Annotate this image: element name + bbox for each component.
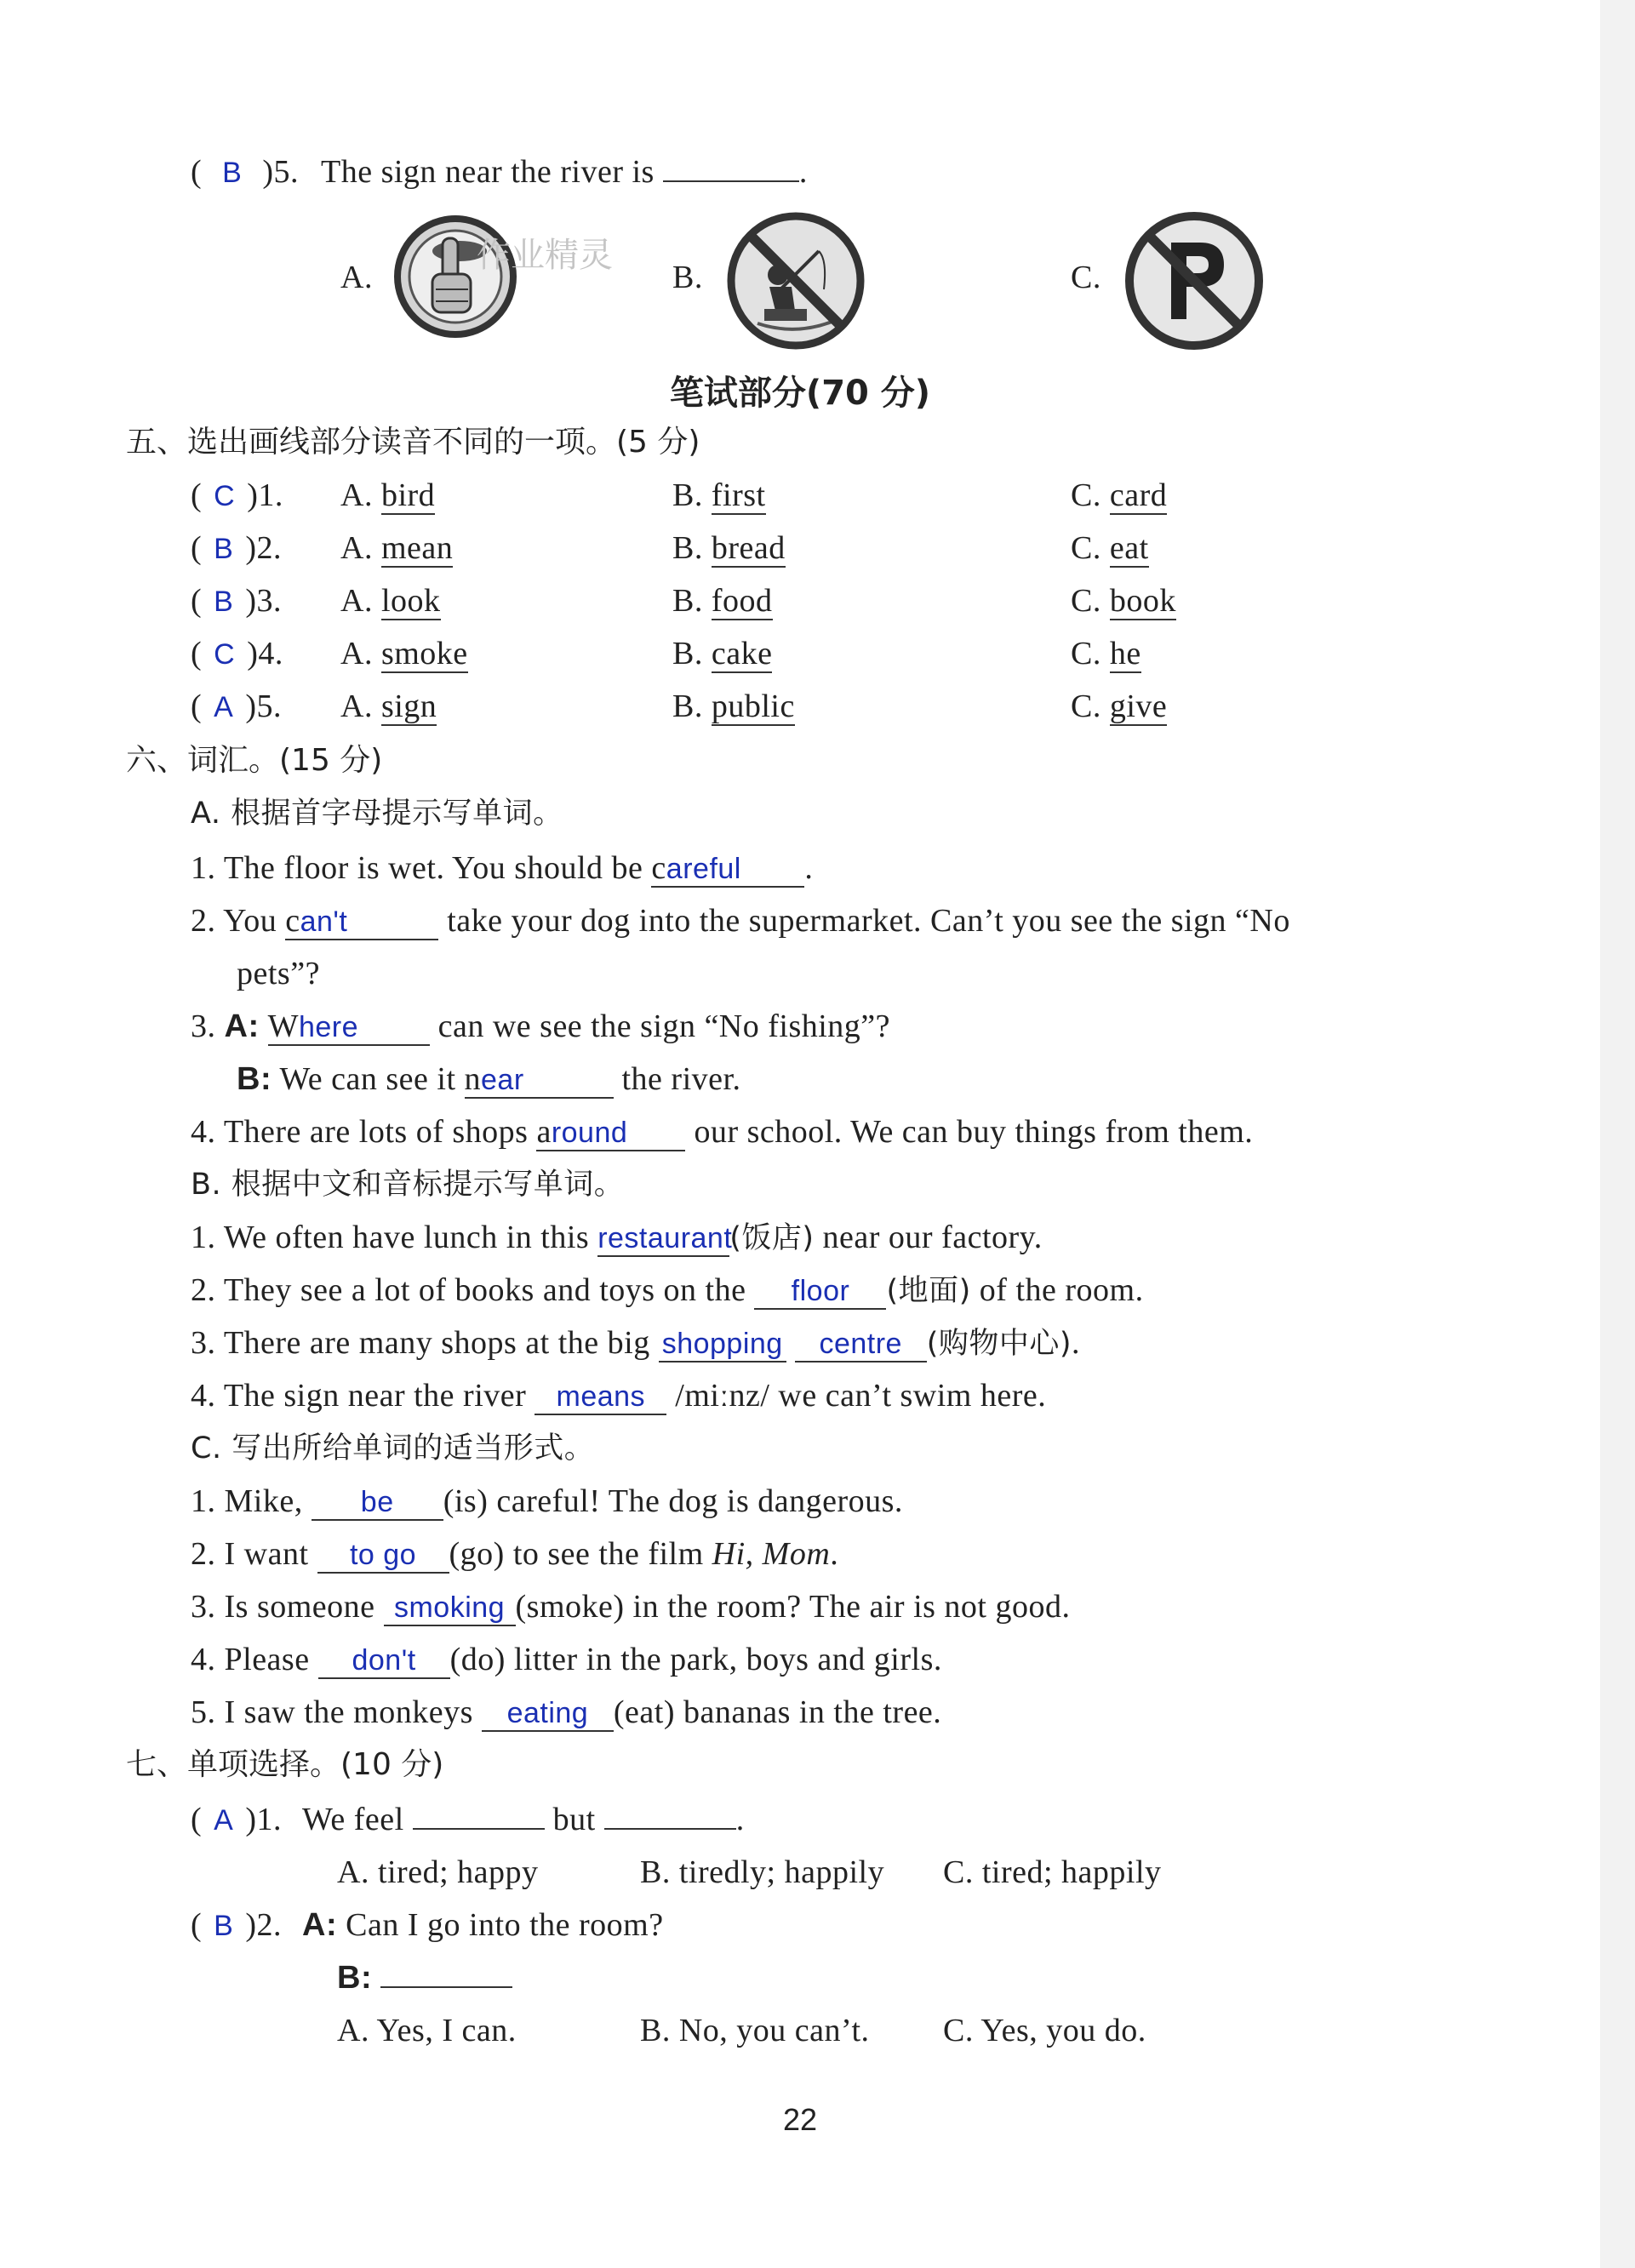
- text: (do) litter in the park, boys and girls.: [449, 1642, 942, 1677]
- text: 3. Is someone: [191, 1589, 384, 1625]
- sec6-c5: [191, 1690, 941, 1734]
- text: 5. I saw the monkeys: [191, 1694, 482, 1730]
- sec7-q2-b: [337, 1956, 512, 2000]
- chinese-hint: (购物中心): [926, 1327, 1072, 1361]
- option-letter: A.: [340, 477, 373, 513]
- answer: B: [214, 586, 234, 618]
- film-title: Hi, Mom: [712, 1536, 831, 1572]
- text: of the room.: [970, 1272, 1144, 1308]
- text: 1. The floor is wet. You should be: [191, 850, 652, 886]
- blank: [268, 1009, 430, 1046]
- option-letter: A.: [340, 583, 373, 619]
- option-letter: A.: [340, 636, 373, 671]
- option-b-label: B.: [672, 260, 703, 295]
- hint-letter: c: [651, 850, 666, 886]
- answer-2: centre: [795, 1327, 927, 1363]
- text: 1. Mike,: [191, 1483, 312, 1519]
- q-number: )5.: [245, 688, 282, 724]
- answer: floor: [754, 1274, 886, 1310]
- option-b: [672, 684, 795, 728]
- q-number: )1.: [247, 477, 283, 513]
- option-letter: B.: [672, 583, 703, 619]
- text: 3. There are many shops at the big: [191, 1325, 659, 1361]
- sec7-q2: [191, 1903, 664, 1948]
- sec6-c3: [191, 1585, 1070, 1629]
- answer: C: [214, 480, 236, 512]
- answer: to go: [317, 1538, 449, 1574]
- answer: means: [535, 1380, 666, 1415]
- paren: (: [191, 1802, 203, 1837]
- answer: B: [214, 533, 234, 565]
- answer: B: [214, 1910, 234, 1942]
- option-word: bird: [380, 477, 436, 513]
- option-a-label: A.: [340, 260, 373, 295]
- hint-letter: a: [536, 1114, 552, 1150]
- option-word: card: [1109, 477, 1168, 513]
- chinese-hint: (饭店): [729, 1221, 815, 1255]
- text: can we see the sign “No fishing”?: [429, 1008, 891, 1044]
- period: .: [735, 1802, 745, 1837]
- text: (go) to see the film: [449, 1536, 712, 1572]
- option-a: [340, 631, 468, 676]
- blank: [465, 1062, 614, 1099]
- no-parking-icon: [1122, 209, 1266, 353]
- sec7-heading: 七、单项选择。(10 分): [126, 1747, 444, 1782]
- sec6-c4: [191, 1637, 942, 1682]
- text: Can I go into the room?: [346, 1907, 664, 1943]
- blank: [651, 851, 804, 888]
- option-a: [340, 684, 437, 728]
- blank: [380, 1986, 512, 1988]
- option-c: [1071, 579, 1176, 623]
- option-word: give: [1109, 688, 1168, 724]
- option-word: eat: [1109, 530, 1149, 566]
- paren: (: [191, 636, 203, 671]
- hint-letter: c: [285, 903, 300, 939]
- sec6-partA: A. 根据首字母提示写单词。: [191, 797, 563, 831]
- hint-letter: n: [464, 1061, 481, 1097]
- sec6-a3-b: [237, 1057, 741, 1101]
- speaker-a: A:: [302, 1907, 338, 1943]
- paren: (: [191, 688, 203, 724]
- text: 1. We often have lunch in this: [191, 1220, 598, 1255]
- text: (eat) bananas in the tree.: [613, 1694, 942, 1730]
- sec6-b4: [191, 1374, 1046, 1418]
- text: 4. There are lots of shops: [191, 1114, 537, 1150]
- option-word: mean: [380, 530, 454, 566]
- page-edge: [1600, 0, 1635, 2268]
- sec7-q2-opt-b: B. No, you can’t.: [640, 2013, 870, 2048]
- sec7-q1-opt-b: B. tiredly; happily: [640, 1854, 885, 1890]
- option-word: book: [1109, 583, 1176, 619]
- text: 4. The sign near the river: [191, 1378, 535, 1414]
- sec5-item: [191, 579, 1176, 624]
- sec5-item: [191, 473, 1168, 518]
- option-word: food: [711, 583, 773, 619]
- blank: [413, 1828, 545, 1830]
- text: but: [544, 1802, 604, 1837]
- option-letter: B.: [672, 636, 703, 671]
- paren: (: [191, 477, 203, 513]
- option-c-label: C.: [1071, 260, 1101, 295]
- text: 2. They see a lot of books and toys on the: [191, 1272, 755, 1308]
- sec6-partC: C. 写出所给单词的适当形式。: [191, 1431, 595, 1465]
- q-number: )1.: [245, 1802, 282, 1837]
- sec7-q1-opt-a: A. tired; happy: [337, 1854, 539, 1890]
- text: our school. We can buy things from them.: [685, 1114, 1254, 1150]
- option-letter: B.: [672, 530, 703, 566]
- answer: be: [312, 1485, 443, 1521]
- text: 2. You: [191, 903, 286, 939]
- text: .: [804, 850, 814, 886]
- written-section-title: 笔试部分(70 分): [669, 374, 931, 413]
- period: .: [830, 1536, 839, 1572]
- option-word: bread: [711, 530, 786, 566]
- option-c: [1071, 684, 1167, 728]
- speaker-b: B:: [237, 1061, 272, 1097]
- listen-q5: [191, 150, 808, 195]
- answer-1: shopping: [659, 1327, 786, 1363]
- q-text: The sign near the river is: [321, 154, 655, 190]
- option-word: cake: [711, 636, 773, 671]
- no-fishing-icon: [723, 209, 868, 353]
- q-number: )5.: [262, 154, 299, 190]
- sec5-item: [191, 631, 1141, 677]
- answer: an't: [300, 905, 348, 938]
- option-b: [672, 526, 786, 570]
- option-letter: C.: [1071, 583, 1101, 619]
- answer: ear: [481, 1064, 524, 1096]
- watermark: 作业精灵: [477, 236, 613, 275]
- text: (is) careful! The dog is dangerous.: [443, 1483, 903, 1519]
- option-a: [340, 526, 453, 570]
- sec6-a4: [191, 1110, 1253, 1154]
- option-b: [672, 473, 766, 517]
- q-number: )3.: [245, 583, 282, 619]
- period: .: [798, 154, 808, 190]
- option-c: [1071, 473, 1167, 517]
- blank: [604, 1828, 736, 1830]
- blank: [663, 180, 799, 182]
- sec6-heading: 六、词汇。(15 分): [126, 743, 383, 778]
- sec6-a1: [191, 846, 813, 890]
- chinese-hint: (地面): [886, 1274, 971, 1308]
- sec6-partB: B. 根据中文和音标提示写单词。: [191, 1168, 625, 1202]
- option-letter: C.: [1071, 530, 1101, 566]
- option-a: [340, 579, 441, 623]
- option-letter: C.: [1071, 688, 1101, 724]
- sec6-b2: [191, 1268, 1144, 1313]
- answer: A: [214, 691, 234, 723]
- q-number: )2.: [245, 530, 282, 566]
- answer: eating: [482, 1696, 614, 1732]
- sec6-a2: [191, 899, 1290, 943]
- text: the river.: [613, 1061, 741, 1097]
- blank: [536, 1115, 685, 1151]
- answer: B: [222, 157, 243, 189]
- text: near our factory.: [814, 1220, 1043, 1255]
- option-word: he: [1109, 636, 1141, 671]
- sec5-heading: 五、选出画线部分读音不同的一项。(5 分): [126, 425, 700, 460]
- sec7-q2-opt-a: A. Yes, I can.: [337, 2013, 517, 2048]
- text: .: [1072, 1325, 1081, 1361]
- option-word: smoke: [380, 636, 468, 671]
- paren: (: [191, 583, 203, 619]
- text: 3.: [191, 1008, 225, 1044]
- sec7-q1: [191, 1797, 745, 1842]
- answer: areful: [666, 853, 741, 885]
- option-b: [672, 579, 773, 623]
- text: /miːnz/ we can’t swim here.: [666, 1378, 1047, 1414]
- hint-letter: W: [267, 1008, 299, 1044]
- blank: [285, 904, 438, 940]
- option-letter: B.: [672, 477, 703, 513]
- option-letter: B.: [672, 688, 703, 724]
- paren: (: [191, 530, 203, 566]
- q-number: )4.: [247, 636, 283, 671]
- answer: A: [214, 1804, 234, 1837]
- sec5-item: [191, 684, 1168, 729]
- option-letter: C.: [1071, 477, 1101, 513]
- option-letter: A.: [340, 688, 373, 724]
- sec6-a3: [191, 1004, 890, 1048]
- paren: (: [191, 1907, 203, 1943]
- text: take your dog into the supermarket. Can’t you see the sign “No: [438, 903, 1290, 939]
- speaker-b: B:: [337, 1960, 373, 1996]
- sec6-b3: [191, 1321, 1080, 1366]
- text: We can see it: [279, 1061, 465, 1097]
- text: (smoke) in the room? The air is not good.: [515, 1589, 1071, 1625]
- sec7-q1-opt-c: C. tired; happily: [943, 1854, 1162, 1890]
- answer: C: [214, 638, 236, 671]
- answer: here: [298, 1011, 359, 1043]
- option-letter: A.: [340, 530, 373, 566]
- text: We feel: [302, 1802, 413, 1837]
- option-word: first: [711, 477, 766, 513]
- text: 2. I want: [191, 1536, 317, 1572]
- answer: restaurant: [597, 1221, 729, 1257]
- option-c: [1071, 631, 1141, 676]
- sec5-item: [191, 526, 1149, 571]
- sec7-q2-opt-c: C. Yes, you do.: [943, 2013, 1146, 2048]
- option-word: look: [380, 583, 441, 619]
- answer: round: [551, 1117, 628, 1149]
- speaker-a: A:: [224, 1008, 260, 1044]
- text: 4. Please: [191, 1642, 318, 1677]
- sec6-c2: [191, 1532, 838, 1576]
- option-a: [340, 473, 435, 517]
- paren: (: [191, 154, 203, 190]
- option-c: [1071, 526, 1149, 570]
- answer: smoking: [384, 1591, 516, 1626]
- option-b: [672, 631, 772, 676]
- sec6-b1: [191, 1215, 1043, 1260]
- option-letter: C.: [1071, 636, 1101, 671]
- sec6-a2-cont: pets”?: [237, 956, 320, 991]
- option-word: public: [711, 688, 795, 724]
- page-number: 22: [782, 2102, 818, 2137]
- sec6-c1: [191, 1479, 903, 1523]
- option-word: sign: [380, 688, 437, 724]
- answer: don't: [318, 1643, 450, 1679]
- q-number: )2.: [245, 1907, 282, 1943]
